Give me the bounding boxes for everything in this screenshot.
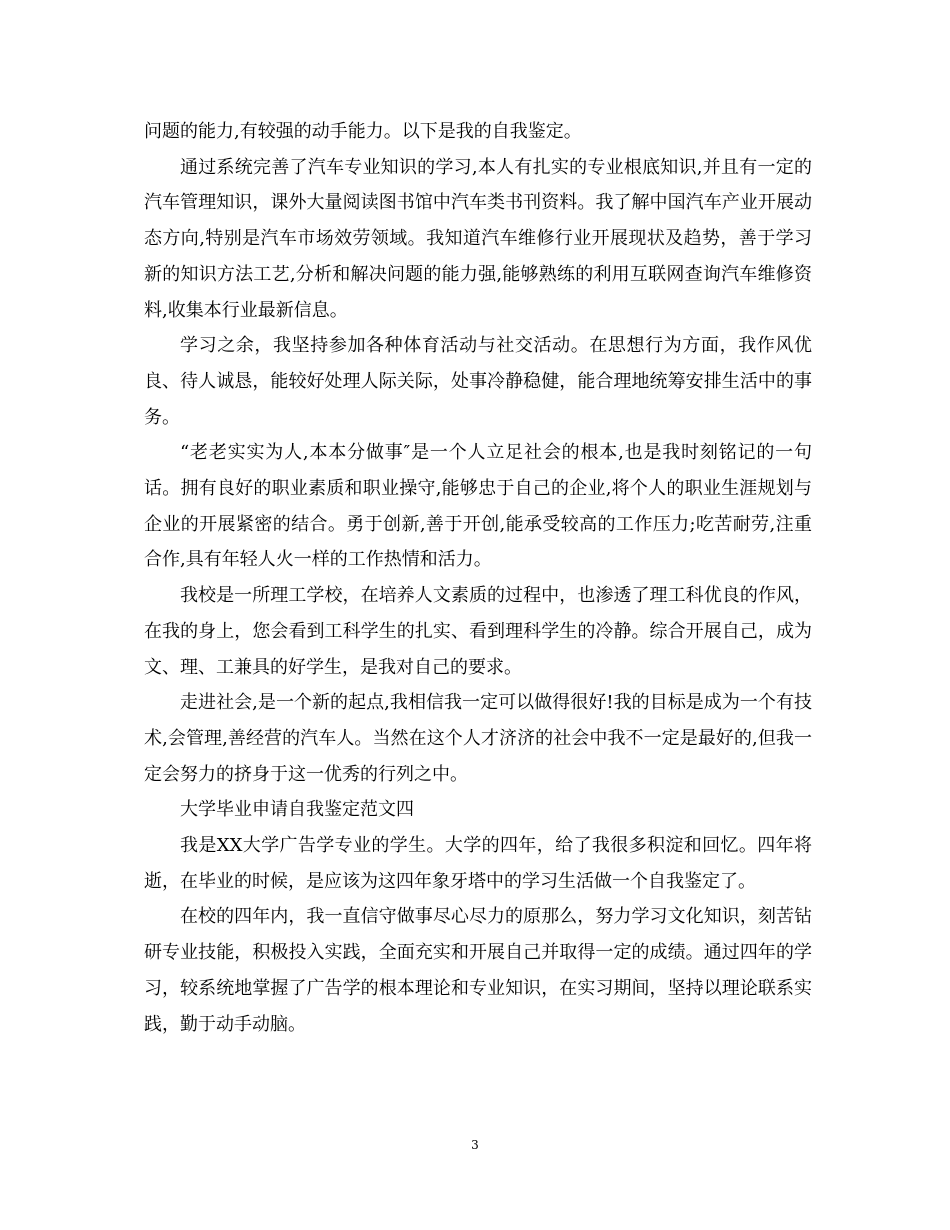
page-number: 3 (471, 1138, 479, 1152)
paragraph: “老老实实为人,本本分做事″是一个人立足社会的根本,也是我时刻铭记的一句话。拥有良好的职业素质和职业操守,能够忠于自己的企业,将个人的职业生涯规划与企业的开展紧密的结合。勇于创新,善于开创,能承受较高的工作压力;吃苦耐劳,注重合作,具有年轻人火一样的工作热情和活力。 (144, 442, 812, 571)
paragraph: 我校是一所理工学校，在培养人文素质的过程中，也渗透了理工科优良的作风，在我的身上，您会看到工科学生的扎实、看到理科学生的冷静。综合开展自己，成为文、理、工兼具的好学生，是我对自己的要求。 (144, 585, 812, 678)
paragraph: 学习之余，我坚持参加各种体育活动与社交活动。在思想行为方面，我作风优良、待人诚恳，能较好处理人际关际，处事冷静稳健，能合理地统筹安排生活中的事务。 (144, 335, 812, 428)
paragraph: 在校的四年内，我一直信守做事尽心尽力的原那么，努力学习文化知识，刻苦钻研专业技能，积极投入实践，全面充实和开展自己并取得一定的成绩。通过四年的学习，较系统地掌握了广告学的根本理论和专业知识，在实习期间，坚持以理论联系实践，勤于动手动脑。 (144, 906, 812, 1035)
paragraph: 我是XX大学广告学专业的学生。大学的四年，给了我很多积淀和回忆。四年将逝，在毕业的时候，是应该为这四年象牙塔中的学习生活做一个自我鉴定了。 (144, 835, 812, 892)
paragraph-continuation: 问题的能力,有较强的动手能力。以下是我的自我鉴定。 (144, 121, 582, 142)
section-heading: 大学毕业申请自我鉴定范文四 (180, 799, 414, 821)
paragraph: 通过系统完善了汽车专业知识的学习,本人有扎实的专业根底知识,并且有一定的汽车管理知识，课外大量阅读图书馆中汽车类书刊资料。我了解中国汽车产业开展动态方向,特别是汽车市场效劳领域。我知道汽车维修行业开展现状及趋势，善于学习新的知识方法工艺,分析和解决问题的能力强,能够熟练的利用互联网查询汽车维修资料,收集本行业最新信息。 (144, 156, 812, 321)
paragraph: 走进社会,是一个新的起点,我相信我一定可以做得很好!我的目标是成为一个有技术,会管理,善经营的汽车人。当然在这个人才济济的社会中我不一定是最好的,但我一定会努力的挤身于这一优秀的行列之中。 (144, 692, 812, 785)
document-body (144, 114, 812, 1042)
